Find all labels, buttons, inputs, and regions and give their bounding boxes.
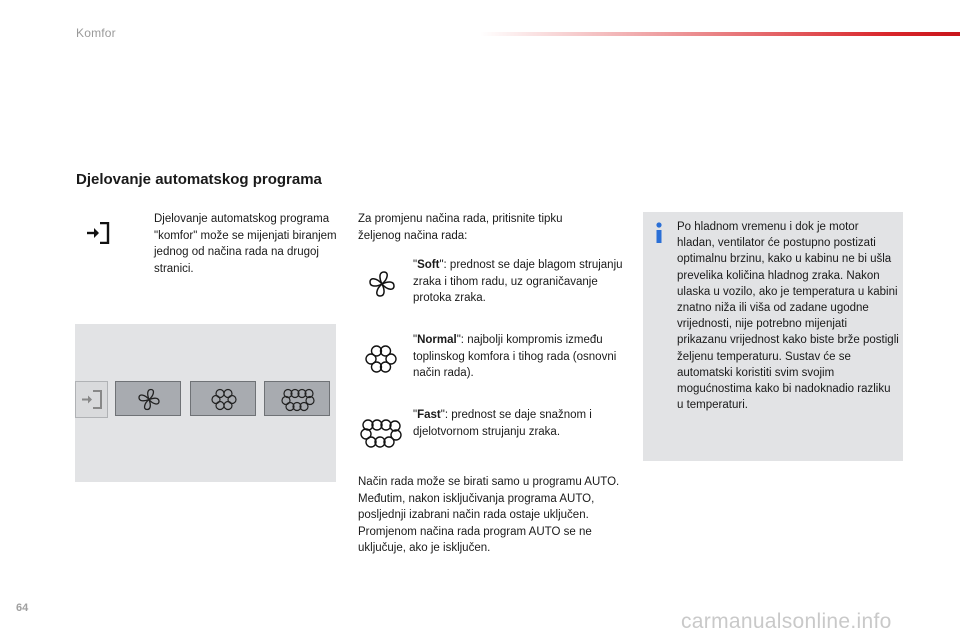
fan-double-icon	[364, 344, 398, 374]
info-icon	[653, 222, 665, 244]
mode-soft-name: Soft	[417, 259, 440, 271]
fast-mode-button[interactable]	[264, 381, 330, 416]
fan-triple-icon	[360, 418, 402, 448]
mode-auto-note: Način rada može se birati samo u programu AUTO. Međutim, nakon isključivanja programa AUTO, posljednji izabrani način rada ostaje uključen. Promjenom načina rada program AUTO se ne uključuje, ako je isključen.	[358, 476, 620, 554]
header-title: Komfor	[76, 26, 116, 40]
fan-single-icon	[116, 382, 182, 417]
intro-text: Djelovanje automatskog programa "komfor" može se mijenjati biranjem jednog od načina rada na drugoj stranici.	[154, 213, 337, 275]
fan-single-icon	[368, 269, 396, 299]
section-title: Djelovanje automatskog programa	[76, 171, 322, 188]
page-reference-icon	[86, 222, 110, 244]
mode-normal-name: Normal	[417, 334, 457, 346]
mode-normal-description: "Normal": najbolji kompromis između toplinskog komfora i tihog rada (osnovni način rada).	[413, 334, 617, 379]
mode-change-intro: Za promjenu načina rada, pritisnite tipku željenog načina rada:	[358, 213, 563, 242]
normal-mode-button[interactable]	[190, 381, 256, 416]
mode-fast-description: "Fast": prednost se daje snažnom i djelotvornom strujanju zraka.	[413, 409, 592, 438]
page-number: 64	[16, 602, 29, 614]
auto-icon	[76, 382, 107, 417]
fan-double-icon	[191, 382, 257, 417]
fan-triple-icon	[265, 382, 331, 417]
watermark: carmanualsonline.info	[681, 610, 892, 633]
mode-soft-description: "Soft": prednost se daje blagom strujanju zraka i tihom radu, uz ograničavanje protoka zraka.	[413, 259, 623, 304]
mode-fast-name: Fast	[417, 409, 441, 421]
header-accent-bar	[480, 32, 960, 36]
soft-mode-button[interactable]	[115, 381, 181, 416]
auto-button[interactable]	[75, 381, 108, 418]
info-text: Po hladnom vremenu i dok je motor hladan, ventilator će postupno postizati optimalnu brzinu, kako u kabinu ne bi ušla prevelika količina hladnog zraka. Nakon ulaska u vozilo, ako je temperatura u kabini znatno niža ili viša od zadane ugodne vrijednosti, nije potrebno mijenjati prikazanu vrijednost kako biste brže postigli željenu temperaturu. Sustav će se automatski koristiti svim svojim mogućnostima kako bi nadoknadio razliku u temperaturi.	[677, 221, 899, 412]
